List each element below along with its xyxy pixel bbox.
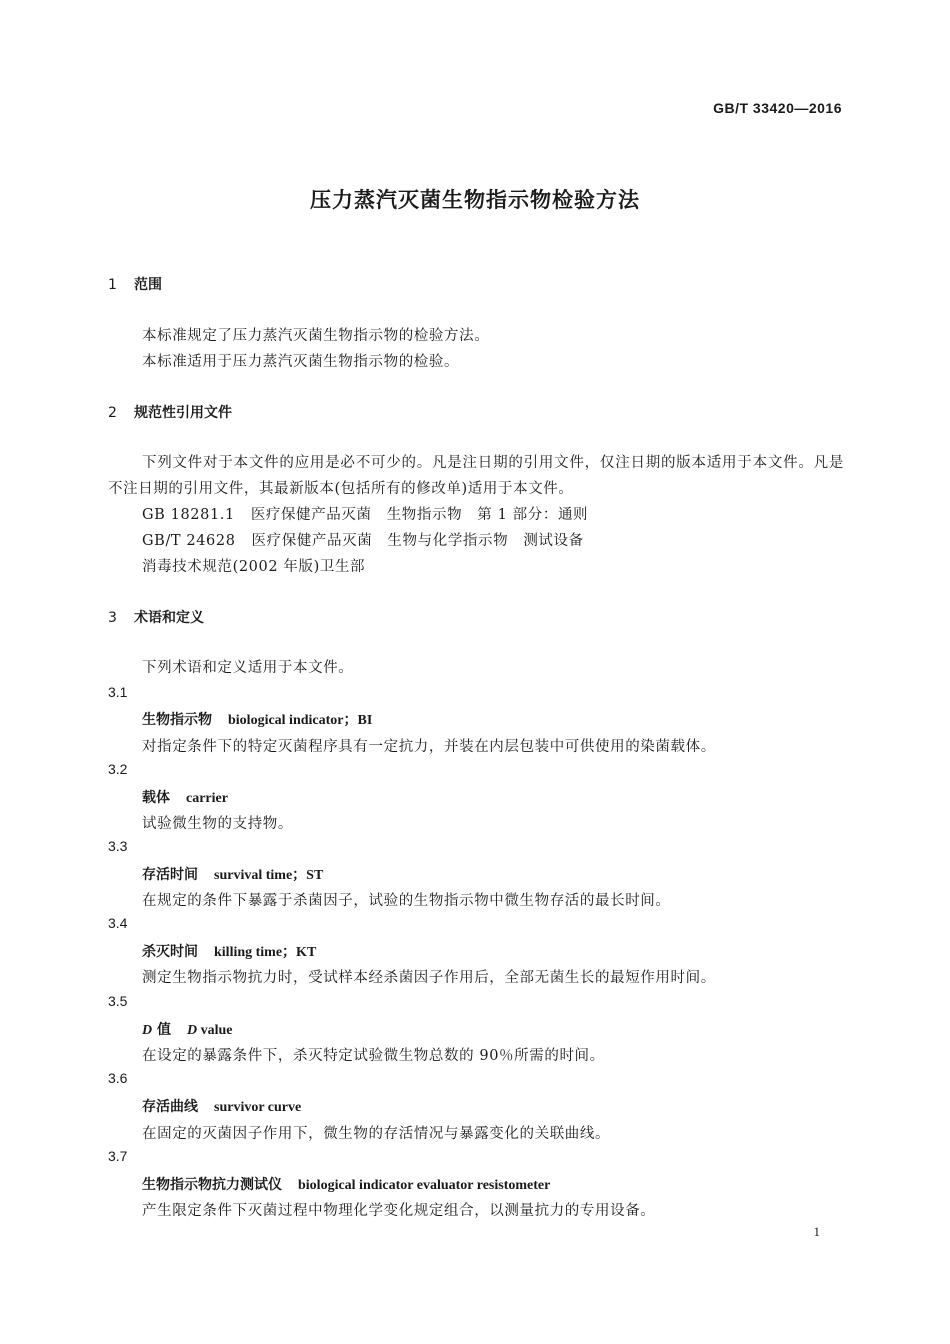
term-number: 3.7 [108, 1148, 128, 1164]
term-definition: 测定生物指示物抗力时，受试样本经杀菌因子作用后，全部无菌生长的最短作用时间。 [142, 970, 716, 986]
paragraph: 下列术语和定义适用于本文件。 [142, 660, 354, 676]
section-2-heading [108, 402, 232, 422]
term-en: carrier [186, 791, 228, 806]
reference-code: GB/T 24628 [142, 533, 236, 549]
section-title: 范围 [134, 277, 162, 293]
paragraph: 下列文件对于本文件的应用是必不可少的。凡是注日期的引用文件，仅注日期的版本适用于本文件。凡是不注日期的引用文件，其最新版本(包括所有的修改单)适用于本文件。 [108, 455, 844, 497]
term-heading [142, 787, 228, 807]
term-symbol: D [187, 1023, 198, 1038]
standard-code: GB/T 33420—2016 [713, 100, 842, 116]
term-en [187, 1023, 233, 1038]
reference-code: GB 18281.1 [142, 507, 235, 523]
section-title: 术语和定义 [134, 610, 204, 626]
reference-title: 医疗保健产品灭菌 生物与化学指示物 测试设备 [251, 533, 584, 549]
term-en: killing time；KT [214, 945, 317, 960]
term-zh: 载体 [142, 790, 170, 806]
term-number: 3.6 [108, 1070, 128, 1086]
reference-item [142, 529, 584, 550]
reference-item [142, 503, 588, 524]
term-definition: 产生限定条件下灭菌过程中物理化学变化规定组合，以测量抗力的专用设备。 [142, 1203, 656, 1219]
term-zh: 生物指示物 [142, 712, 212, 728]
reference-item [142, 555, 365, 576]
page-number: 1 [813, 1224, 820, 1239]
term-en: biological indicator evaluator resistometer [298, 1178, 551, 1193]
term-number: 3.3 [108, 838, 128, 854]
section-title: 规范性引用文件 [134, 405, 232, 421]
term-en: biological indicator；BI [228, 713, 373, 728]
term-heading [142, 1096, 301, 1116]
term-heading [142, 1174, 550, 1194]
term-en: survival time；ST [214, 868, 324, 883]
term-heading [142, 1019, 233, 1039]
term-definition: 对指定条件下的特定灭菌程序具有一定抗力，并装在内层包装中可供使用的染菌载体。 [142, 739, 716, 755]
term-heading [142, 709, 372, 729]
term-number: 3.1 [108, 684, 128, 700]
reference-title: 医疗保健产品灭菌 生物指示物 第 1 部分：通则 [250, 507, 589, 523]
term-zh: 生物指示物抗力测试仪 [142, 1177, 282, 1193]
term-heading [142, 941, 316, 961]
term-symbol: D [142, 1023, 153, 1038]
paragraph: 本标准规定了压力蒸汽灭菌生物指示物的检验方法。 [142, 328, 490, 344]
term-en-text: value [197, 1023, 233, 1038]
term-number: 3.5 [108, 993, 128, 1009]
document-title: 压力蒸汽灭菌生物指示物检验方法 [310, 188, 640, 212]
term-definition: 在固定的灭菌因子作用下，微生物的存活情况与暴露变化的关联曲线。 [142, 1126, 611, 1142]
term-heading [142, 864, 323, 884]
term-number: 3.2 [108, 761, 128, 777]
section-1-heading [108, 274, 162, 294]
term-zh [142, 1022, 171, 1038]
term-zh-text: 值 [152, 1022, 171, 1038]
paragraph: 本标准适用于压力蒸汽灭菌生物指示物的检验。 [142, 354, 460, 370]
term-number: 3.4 [108, 915, 128, 931]
term-definition: 在规定的条件下暴露于杀菌因子，试验的生物指示物中微生物存活的最长时间。 [142, 893, 671, 909]
section-number: 3 [108, 610, 117, 626]
term-definition: 在设定的暴露条件下，杀灭特定试验微生物总数的 90％所需的时间。 [142, 1048, 605, 1064]
reference-title: 消毒技术规范(2002 年版)卫生部 [142, 559, 366, 575]
term-en: survivor curve [214, 1100, 302, 1115]
term-zh: 存活时间 [142, 867, 198, 883]
term-zh: 存活曲线 [142, 1099, 198, 1115]
section-number: 1 [108, 277, 117, 293]
term-zh: 杀灭时间 [142, 944, 198, 960]
section-3-heading [108, 607, 204, 627]
section-number: 2 [108, 405, 117, 421]
term-definition: 试验微生物的支持物。 [142, 816, 293, 832]
